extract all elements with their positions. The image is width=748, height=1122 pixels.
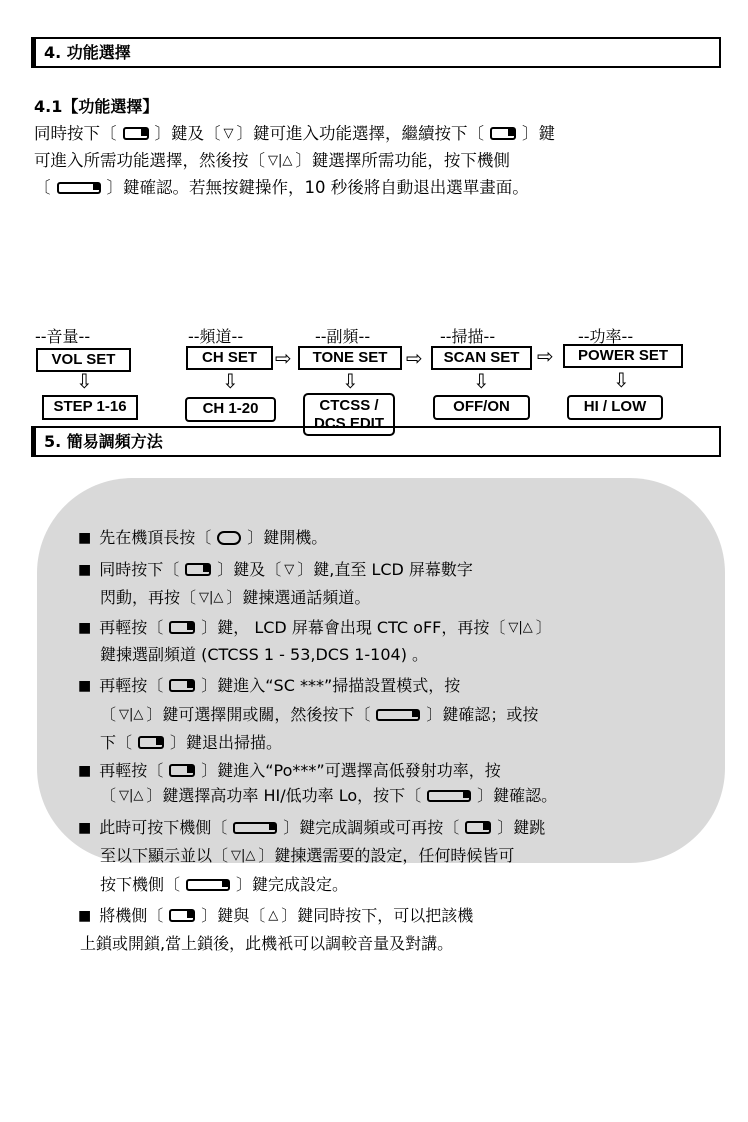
category-scan: --掃描-- [440, 327, 496, 346]
paragraph-line-1: 同時按下〔 〕鍵及〔 ▽ 〕鍵可進入功能選擇，繼續按下〔 〕鍵 [34, 119, 734, 147]
arrow-right-icon: ⇨ [406, 346, 423, 370]
instruction-4-cont2: 下〔 〕鍵退出掃描。 [100, 732, 283, 752]
down-key-icon: ▽ [223, 126, 234, 141]
step-box: STEP 1-16 [42, 395, 138, 420]
ptt-key-icon [185, 563, 211, 576]
ptt-key-icon [465, 821, 491, 834]
side-key-icon [186, 879, 230, 891]
section-4-header: 4. 功能選擇 [31, 37, 721, 68]
instruction-6: ■ 此時可按下機側〔 〕鍵完成調頻或可再按〔 〕鍵跳 [78, 817, 546, 837]
up-down-key-icon: ▽|△ [508, 619, 533, 635]
paragraph-line-2: 可進入所需功能選擇，然後按〔 ▽|△ 〕鍵選擇所需功能，按下機側 [34, 146, 734, 174]
ptt-key-icon [169, 764, 195, 777]
ptt-key-icon [490, 127, 516, 140]
category-channel: --頻道-- [188, 327, 244, 346]
ptt-key-icon [169, 621, 195, 634]
arrow-down-icon: ⇩ [222, 369, 239, 393]
ch-set-box: CH SET [186, 346, 273, 370]
instruction-4-cont: 〔 ▽|△ 〕鍵可選擇開或關，然後按下〔 〕鍵確認；或按 [100, 702, 538, 727]
side-key-icon [376, 709, 420, 721]
section-5-header: 5. 簡易調頻方法 [31, 426, 721, 457]
tone-set-box: TONE SET [298, 346, 402, 370]
subsection-title: 4.1【功能選擇】 [34, 97, 159, 116]
ptt-key-icon [169, 679, 195, 692]
side-key-icon [427, 790, 471, 802]
ctcss-dcs-box: CTCSS / DCS EDIT [303, 393, 395, 436]
up-down-key-icon: ▽|△ [231, 847, 256, 863]
instruction-2: ■ 同時按下〔 〕鍵及〔 ▽ 〕鍵,直至 LCD 屏幕數字 [78, 557, 473, 582]
up-key-icon: △ [268, 907, 279, 923]
vol-set-box: VOL SET [36, 348, 131, 372]
instruction-6-cont2: 按下機側〔 〕鍵完成設定。 [100, 874, 349, 894]
arrow-down-icon: ⇩ [473, 369, 490, 393]
up-down-key-icon: ▽|△ [119, 787, 144, 803]
instruction-7: ■ 將機側〔 〕鍵與〔 △ 〕鍵同時按下，可以把該機 [78, 903, 473, 928]
ptt-key-icon [123, 127, 149, 140]
instruction-3-cont: 鍵揀選副頻道 (CTCSS 1 - 53,DCS 1-104) 。 [100, 645, 429, 664]
instruction-1: ■ 先在機頂長按〔 〕鍵開機。 [78, 527, 328, 547]
power-set-box: POWER SET [563, 344, 683, 368]
instruction-5-cont: 〔 ▽|△ 〕鍵選擇高功率 HI/低功率 Lo，按下〔 〕鍵確認。 [100, 783, 557, 808]
down-key-icon: ▽ [284, 561, 295, 577]
side-key-icon [57, 182, 101, 194]
arrow-down-icon: ⇩ [342, 369, 359, 393]
off-on-box: OFF/ON [433, 395, 530, 420]
up-down-key-icon: ▽|△ [268, 153, 293, 168]
scan-set-box: SCAN SET [431, 346, 532, 370]
instruction-5: ■ 再輕按〔 〕鍵進入“Po***”可選擇高低發射功率，按 [78, 760, 501, 780]
ptt-key-icon [138, 736, 164, 749]
ptt-key-icon [169, 909, 195, 922]
up-down-key-icon: ▽|△ [199, 589, 224, 605]
side-key-icon [233, 822, 277, 834]
instruction-4: ■ 再輕按〔 〕鍵進入“SC ***”掃描設置模式，按 [78, 675, 461, 695]
category-power: --功率-- [578, 327, 634, 346]
ch-range-box: CH 1-20 [185, 397, 276, 422]
arrow-down-icon: ⇩ [613, 368, 630, 392]
arrow-right-icon: ⇨ [275, 346, 292, 370]
instruction-6-cont: 至以下顯示並以〔 ▽|△ 〕鍵揀選需要的設定，任何時候皆可 [100, 843, 514, 868]
up-down-key-icon: ▽|△ [119, 706, 144, 722]
category-subtone: --副頻-- [315, 327, 371, 346]
instruction-2-cont: 閃動，再按〔 ▽|△ 〕鍵揀選通話頻道。 [100, 585, 370, 610]
instruction-7-cont: 上鎖或開鎖,當上鎖後，此機衹可以調較音量及對講。 [80, 934, 454, 953]
arrow-right-icon: ⇨ [537, 344, 554, 368]
arrow-down-icon: ⇩ [76, 369, 93, 393]
category-volume: --音量-- [35, 327, 91, 346]
instruction-3: ■ 再輕按〔 〕鍵， LCD 屏幕會出現 CTC oFF，再按〔 ▽|△ 〕 [78, 615, 552, 640]
paragraph-line-3: 〔 〕鍵確認。若無按鍵操作，10 秒後將自動退出選單畫面。 [34, 178, 529, 197]
hi-low-box: HI / LOW [567, 395, 663, 420]
power-key-icon [217, 531, 241, 545]
